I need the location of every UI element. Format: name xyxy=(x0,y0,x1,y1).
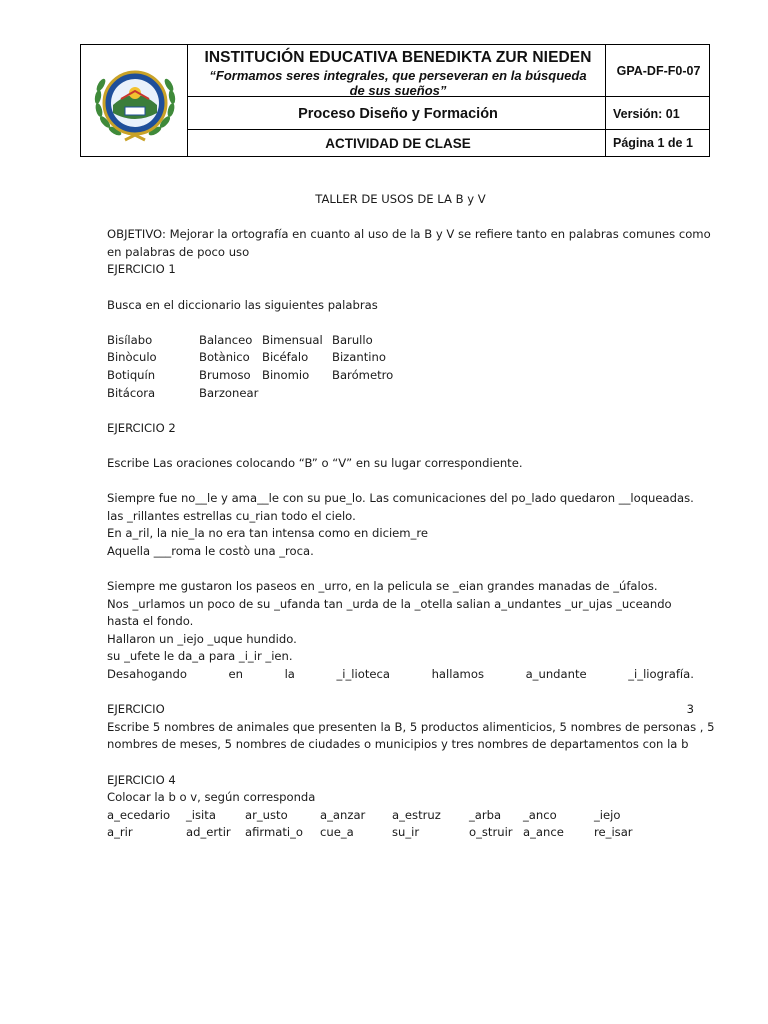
word: Bizantino xyxy=(332,350,386,365)
word: Bisílabo xyxy=(107,332,153,347)
word: Bitácora xyxy=(107,385,156,400)
school-logo xyxy=(91,55,179,145)
exercise-1-heading: EJERCICIO 1 xyxy=(107,262,176,277)
exercise-1-instruction: Busca en el diccionario las siguientes palabras xyxy=(107,297,378,312)
exercise-2-paragraph xyxy=(107,578,694,684)
word: hallamos xyxy=(431,667,484,682)
word: Brumoso xyxy=(199,367,251,382)
word-row xyxy=(107,349,694,367)
sentence-line: Hallaron un _iejo _uque hundido. xyxy=(107,631,297,646)
exercise-3-instruction: Escribe 5 nombres de animales que presenten la B, 5 productos alimenticios, 5 nombres de personas , 5 xyxy=(107,719,715,734)
exercise-3-heading xyxy=(107,701,694,719)
objective-text: OBJETIVO: Mejorar la ortografía en cuanto al uso de la B y V se refiere tanto en palabras comunes como xyxy=(107,227,711,242)
sentence-line: En a_ril, la nie_la no era tan intensa como en diciem_re xyxy=(107,526,429,541)
word: _arba xyxy=(469,807,502,822)
word: a_undante xyxy=(525,667,587,682)
header-divider xyxy=(187,45,188,156)
sentence-line: Siempre fue no__le y ama__le con su pue_lo. Las comunicaciones del po_lado quedaron __loqueadas. xyxy=(107,491,694,506)
word: en xyxy=(228,667,243,682)
word: su_ir xyxy=(392,825,420,840)
word: la xyxy=(284,667,295,682)
exercise-4-heading: EJERCICIO 4 xyxy=(107,772,176,787)
exercise-2-heading: EJERCICIO 2 xyxy=(107,420,176,435)
word: Binomio xyxy=(262,367,310,382)
sentence-line: las _rillantes estrellas cu_rian todo el cielo. xyxy=(107,508,356,523)
exercise-4-instruction: Colocar la b o v, según corresponda xyxy=(107,790,316,805)
word-row xyxy=(107,367,694,385)
word: Barómetro xyxy=(332,367,394,382)
document-title: TALLER DE USOS DE LA B y V xyxy=(315,192,486,206)
exercise-1-word-list xyxy=(107,332,694,402)
document-header-table xyxy=(80,44,710,157)
word: _i_liografía. xyxy=(628,667,694,682)
word: _i_lioteca xyxy=(336,667,390,682)
word: Botànico xyxy=(199,350,250,365)
process-name: Proceso Diseño y Formación xyxy=(298,105,498,122)
motto-line: de sus sueños” xyxy=(349,83,447,98)
word: Binòculo xyxy=(107,350,157,365)
document-code: GPA-DF-F0-07 xyxy=(616,64,701,78)
word-row xyxy=(107,807,694,825)
institution-name: INSTITUCIÓN EDUCATIVA BENEDIKTA ZUR NIEDEN xyxy=(204,49,592,66)
word: _anco xyxy=(523,807,557,822)
word: a_rir xyxy=(107,825,133,840)
word: Barullo xyxy=(332,332,373,347)
exercise-3-heading-label: EJERCICIO xyxy=(107,702,165,717)
sentence-line: hasta el fondo. xyxy=(107,614,194,629)
word: _isita xyxy=(186,807,216,822)
word: re_isar xyxy=(594,825,633,840)
word: Desahogando xyxy=(107,667,187,682)
word: ad_ertir xyxy=(186,825,231,840)
word: o_struir xyxy=(469,825,513,840)
word: Bicéfalo xyxy=(262,350,309,365)
activity-type: ACTIVIDAD DE CLASE xyxy=(325,135,471,151)
word: Botiquín xyxy=(107,367,156,382)
word: afirmati_o xyxy=(245,825,304,840)
word: a_ecedario xyxy=(107,807,171,822)
document-body xyxy=(107,191,715,842)
word: _iejo xyxy=(594,807,621,822)
page-number: Página 1 de 1 xyxy=(613,136,693,150)
exercise-2-paragraph xyxy=(107,490,694,560)
objective-text: en palabras de poco uso xyxy=(107,244,250,259)
word: Bimensual xyxy=(262,332,323,347)
word: a_estruz xyxy=(392,807,441,822)
word-row xyxy=(107,332,694,350)
institution-motto xyxy=(189,68,607,98)
exercise-2-instruction: Escribe Las oraciones colocando “B” o “V” en su lugar correspondiente. xyxy=(107,455,523,470)
word-row xyxy=(107,824,694,842)
word: a_anzar xyxy=(320,807,366,822)
justified-sentence-line xyxy=(107,666,694,684)
sentence-line: Nos _urlamos un poco de su _ufanda tan _urda de la _otella salian a_undantes _ur_ujas _uceando xyxy=(107,596,672,611)
exercise-3-heading-number: 3 xyxy=(686,702,694,717)
word: cue_a xyxy=(320,825,354,840)
word: Balanceo xyxy=(199,332,253,347)
sentence-line: Aquella ___roma le costò una _roca. xyxy=(107,543,314,558)
sentence-line: su _ufete le da_a para _i_ir _ien. xyxy=(107,649,293,664)
word: Barzonear xyxy=(199,385,259,400)
sentence-line: Siempre me gustaron los paseos en _urro, en la pelicula se _eian grandes manadas de _úfalos. xyxy=(107,579,658,594)
motto-line: “Formamos seres integrales, que perseveran en la búsqueda xyxy=(209,68,587,83)
word: a_ance xyxy=(523,825,564,840)
exercise-3-instruction: nombres de meses, 5 nombres de ciudades o municipios y tres nombres de departamentos con la b xyxy=(107,737,689,752)
word: ar_usto xyxy=(245,807,288,822)
word-row xyxy=(107,385,694,403)
document-version: Versión: 01 xyxy=(613,106,680,121)
